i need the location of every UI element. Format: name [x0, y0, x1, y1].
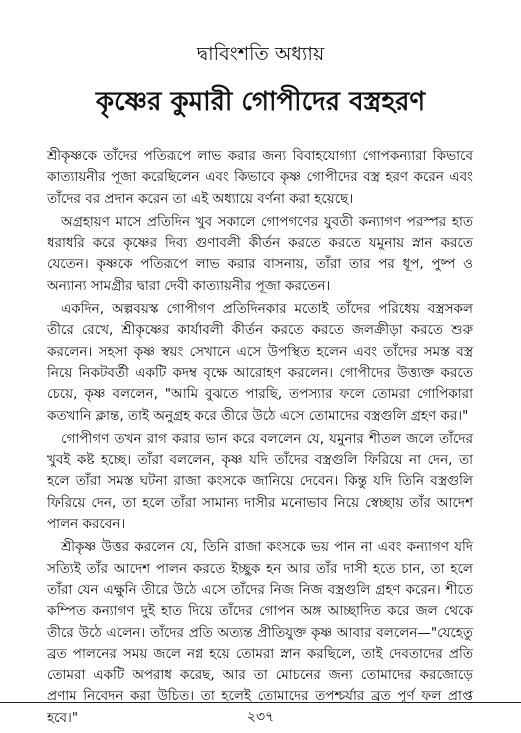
paragraph-clothes-taken: একদিন, অল্পবয়স্ক গোপীগণ প্রতিদিনকার মতোই তাঁদের পরিধেয় বস্ত্রসকল তীরে রেখে, শ্রীকৃষ্ণের কার্যাবলী কীর্তন করতে করতে জলক্রীড়া করতে শুরু করলেন। সহসা কৃষ্ণ স্বয়ং সেখানে এসে উপস্থিত হলেন এবং তাঁদের সমস্ত বস্ত্র নিয়ে নিকটবর্তী একটি কদম্ব বৃক্ষে আরোহণ করলেন। গোপীদের উত্ত্যক্ত করতে চেয়ে, কৃষ্ণ বললেন, "আমি বুঝতে পারছি, তপস্যার ফলে তোমরা গোপিকারা কতখানি ক্লান্ত, তাই অনুগ্রহ করে তীরে উঠে এসে তোমাদের বস্ত্রগুলি গ্রহণ কর।": [47, 301, 473, 424]
page-number: ২৩৭: [246, 709, 275, 725]
paragraph-bathing: অগ্রহায়ণ মাসে প্রতিদিন খুব সকালে গোপগণের যুবতী কন্যাগণ পরস্পর হাত ধরাধরি করে কৃষ্ণের দিব্য গুণাবলী কীর্তন করতে করতে যমুনায় স্নান করতে যেতেন। কৃষ্ণকে পতিরূপে লাভ করার বাসনায়, তাঁরা তার পর ধূপ, পুষ্প ও অন্যান্য সামগ্রীর দ্বারা দেবী কাত্যায়নীর পূজা করতেন।: [47, 213, 473, 294]
paragraph-summary: শ্রীকৃষ্ণকে তাঁদের পতিরূপে লাভ করার জন্য বিবাহযোগ্যা গোপকন্যারা কিভাবে কাত্যায়নীর পূজা করেছিলেন এবং কিভাবে কৃষ্ণ গোপীদের বস্ত্র হরণ করেন এবং তাঁদের বর প্রদান করেন তা এই অধ্যায়ে বর্ণনা করা হয়েছে।: [47, 148, 473, 207]
paragraph-gopis-reply: গোপীগণ তখন রাগ করার ভান করে বললেন যে, যমুনার শীতল জলে তাঁদের খুবই কষ্ট হচ্ছে। তাঁরা বললেন, কৃষ্ণ যদি তাঁদের বস্ত্রগুলি ফিরিয়ে না দেন, তা হলে তাঁরা সমস্ত ঘটনা রাজা কংসকে জানিয়ে দেবেন। কিন্তু যদি তিনি বস্ত্রগুলি ফিরিয়ে দেন, তা হলে তাঁরা সামান্য দাসীর মনোভাব নিয়ে স্বেচ্ছায় তাঁর আদেশ পালন করবেন।: [47, 430, 473, 533]
body-text: [47, 146, 473, 731]
chapter-title: কৃষ্ণের কুমারী গোপীদের বস্ত্রহরণ: [95, 87, 426, 117]
chapter-heading: দ্বাবিংশতি অধ্যায়: [196, 43, 325, 65]
paragraph-krishna-answer: শ্রীকৃষ্ণ উত্তর করলেন যে, তিনি রাজা কংসকে ভয় পান না এবং কন্যাগণ যদি সত্যিই তাঁর আদেশ পালন করতে ইচ্ছুক হন আর তাঁর দাসী হতে চান, তা হলে তাঁরা যেন এক্ষুনি তীরে উঠে এসে তাঁদের নিজ নিজ বস্ত্রগুলি গ্রহণ করেন। শীতে কম্পিত কন্যাগণ দুই হাত দিয়ে তাঁদের গোপন অঙ্গ আচ্ছাদিত করে জল থেকে তীরে উঠে এলেন। তাঁদের প্রতি অত্যন্ত প্রীতিযুক্ত কৃষ্ণ আবার বললেন—"যেহেতু ব্রত পালনের সময় জলে নগ্ন হয়ে তোমরা স্নান করছিলে, তাই দেবতাদের প্রতি তোমরা একটি অপরাধ করেছ, আর তা মোচনের জন্য তোমাদের করজোড়ে প্রণাম নিবেদন করা উচিত। তা হলেই তোমাদের তপশ্চর্যার ব্রত পূর্ণ ফল প্রাপ্ত হবে।": [47, 539, 473, 726]
footer-divider: [0, 702, 521, 703]
